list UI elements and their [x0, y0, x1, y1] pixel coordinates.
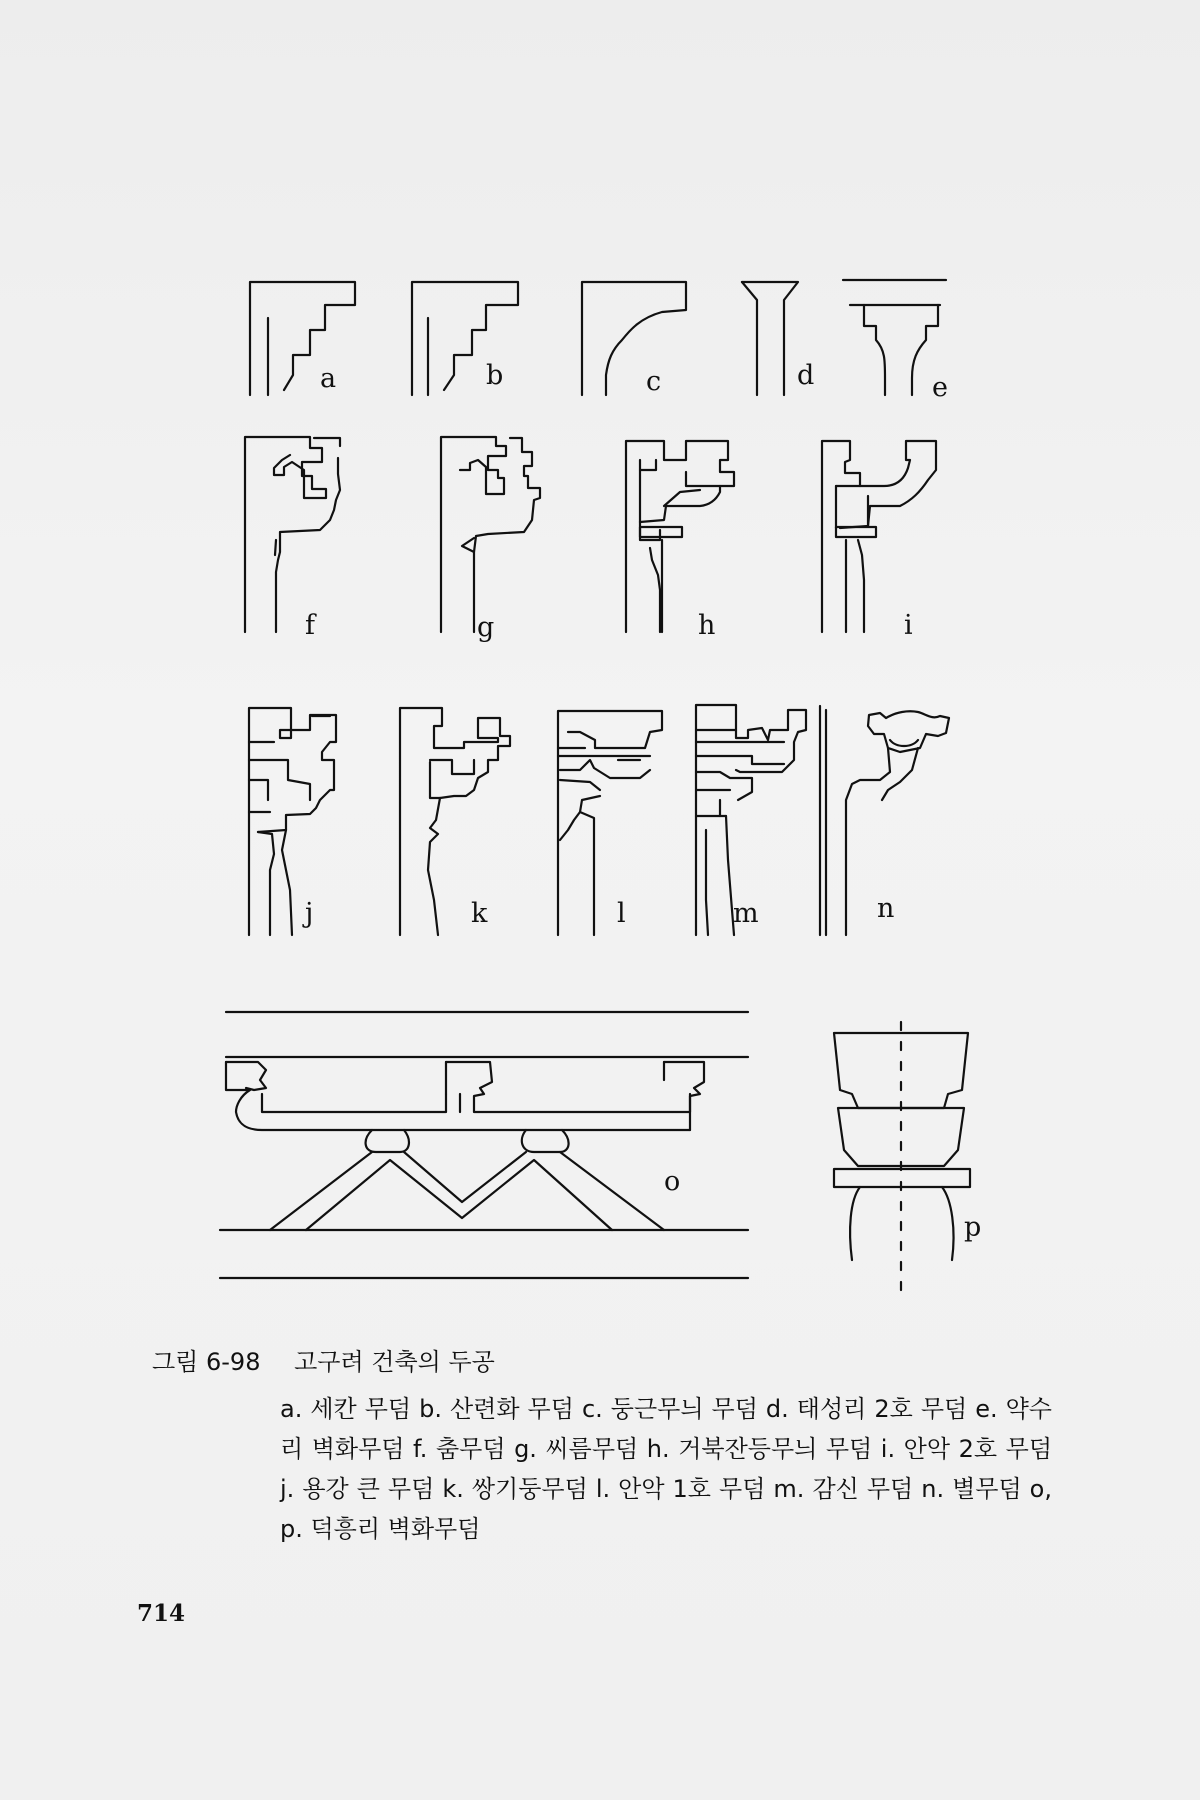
panel-label-f: f: [305, 610, 315, 641]
drawing-h: [626, 441, 734, 632]
panel-label-n: n: [877, 893, 895, 924]
drawing-p: [834, 1022, 970, 1290]
drawing-e: [843, 280, 946, 395]
caption-body: a. 세칸 무덤 b. 산련화 무덤 c. 둥근무늬 무덤 d. 태성리 2호 무덤 e. 약수리 벽화무덤 f. 춤무덤 g. 씨름무덤 h. 거북잔등무늬 무덤 i. 안악 2호 무덤 j. 용강 큰 무덤 k. 쌍기둥무덤 l. 안악 1호 무덤 m. 감신 무덤 n. 별무덤 o, p. 덕흥리 벽화무덤: [280, 1395, 1052, 1543]
panel-label-c: c: [646, 366, 662, 397]
panel-label-g: g: [477, 612, 495, 643]
caption-title-line: [152, 1342, 1052, 1377]
panel-label-e: e: [932, 372, 948, 403]
figure-number: 그림 6-98: [152, 1348, 261, 1376]
panel-label-b: b: [486, 360, 504, 391]
drawing-g: [441, 437, 540, 632]
panel-label-h: h: [698, 610, 716, 641]
panel-label-o: o: [664, 1166, 681, 1197]
drawing-j: [249, 708, 336, 935]
drawing-f: [245, 437, 340, 632]
panel-label-k: k: [471, 898, 488, 929]
page-number: 714: [137, 1600, 186, 1627]
panel-label-d: d: [797, 360, 815, 391]
panel-label-l: l: [617, 898, 626, 929]
panel-label-a: a: [320, 363, 337, 394]
figure-title: 고구려 건축의 두공: [294, 1348, 495, 1376]
panel-label-p: p: [964, 1212, 982, 1243]
drawing-a: [250, 282, 355, 395]
drawing-d: [742, 282, 798, 395]
panel-label-m: m: [733, 898, 759, 929]
drawing-i: [822, 441, 936, 632]
figure-caption: [152, 1342, 1052, 1549]
drawing-o: [220, 1012, 748, 1278]
panel-label-i: i: [904, 610, 913, 641]
panel-label-j: j: [305, 898, 314, 929]
drawing-k: [400, 708, 510, 935]
drawing-c: [582, 282, 686, 395]
drawing-l: [558, 711, 662, 935]
